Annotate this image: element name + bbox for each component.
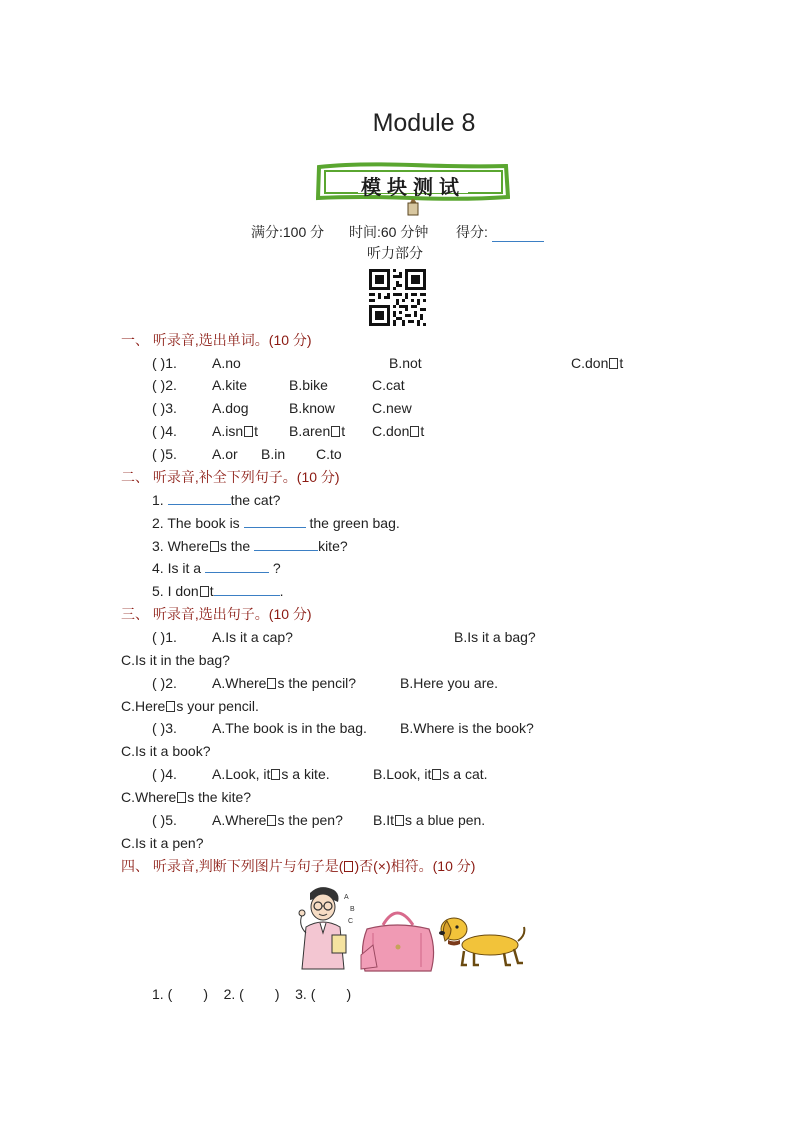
s2-q1-blank[interactable] <box>168 491 231 505</box>
s1-q4-option-b: B.aren t <box>289 423 346 439</box>
s3-q1-option-a: A.Is it a cap? <box>212 629 293 645</box>
s1-q1-number: ( )1. <box>152 355 177 371</box>
s3-q4-option-a: A.Look, it s a kite. <box>212 766 330 782</box>
s3-q5-option-a: A.Where s the pen? <box>212 812 343 828</box>
s1-q4-option-a: A.isn t <box>212 423 259 439</box>
s1-q4-option-c: C.don t <box>372 423 425 439</box>
s3-q3-option-b: B.Where is the book? <box>400 720 534 736</box>
section4-heading: 四、 听录音,判断下列图片与句子是( )否(×)相符。(10 分) <box>121 858 476 874</box>
s1-q5-option-a: A.or <box>212 446 238 462</box>
s2-q3-blank[interactable] <box>254 537 318 551</box>
s1-q5-option-c: C.to <box>316 446 342 462</box>
full-score: 满分:100 分 <box>251 224 325 240</box>
picture-letter-c: C <box>348 918 354 925</box>
s3-q5-number: ( )5. <box>152 812 177 828</box>
qr-code-icon <box>369 269 426 326</box>
badge-text: 模块测试 <box>361 175 465 199</box>
s2-q1: 1. the cat? <box>152 492 281 508</box>
time-limit: 时间:60 分钟 <box>349 224 429 240</box>
s1-q3-option-b: B.know <box>289 400 335 416</box>
dog-illustration <box>434 913 526 971</box>
s1-q2-number: ( )2. <box>152 377 177 393</box>
s1-q3-option-a: A.dog <box>212 400 249 416</box>
s1-q1-option-a: A.no <box>212 355 241 371</box>
s2-q2: 2. The book is the green bag. <box>152 515 400 531</box>
s3-q4-number: ( )4. <box>152 766 177 782</box>
s3-q4-option-b: B.Look, it s a cat. <box>373 766 488 782</box>
score-blank[interactable] <box>492 227 544 242</box>
s2-q3: 3. Where s the kite? <box>152 538 348 554</box>
s1-q1-option-b: B.not <box>389 355 422 371</box>
s1-q5-number: ( )5. <box>152 446 177 462</box>
s3-q2-number: ( )2. <box>152 675 177 691</box>
score-label: 得分: <box>456 224 488 240</box>
s1-q4-number: ( )4. <box>152 423 177 439</box>
s1-q2-option-c: C.cat <box>372 377 405 393</box>
s3-q2-option-b: B.Here you are. <box>400 675 499 691</box>
s3-q1-option-c: C.Is it in the bag? <box>121 652 230 668</box>
s3-q3-option-a: A.The book is in the bag. <box>212 720 367 736</box>
listening-part-label: 听力部分 <box>367 245 423 261</box>
s3-q2-option-c: C.Here s your pencil. <box>121 698 259 714</box>
picture-letter-a: A <box>344 894 349 901</box>
s1-q2-option-b: B.bike <box>289 377 328 393</box>
check-box-icon <box>344 861 353 872</box>
s2-q4: 4. Is it a ? <box>152 560 281 576</box>
s4-answer-brackets[interactable]: 1. ( ) 2. ( ) 3. ( ) <box>152 986 352 1002</box>
s1-q3-option-c: C.new <box>372 400 412 416</box>
section2-heading: 二、 听录音,补全下列句子。(10 分) <box>121 469 340 485</box>
s3-q3-option-c: C.Is it a book? <box>121 743 211 759</box>
s3-q2-option-a: A.Where s the pencil? <box>212 675 357 691</box>
pink-bag-illustration <box>357 903 437 973</box>
s2-q4-blank[interactable] <box>205 559 269 573</box>
teacher-illustration <box>296 883 362 973</box>
s2-q5: 5. I don t . <box>152 583 284 599</box>
page-title: Module 8 <box>372 109 476 137</box>
s1-q1-option-c: C.don t <box>571 355 624 371</box>
picture-letter-b: B <box>350 906 355 913</box>
s1-q3-number: ( )3. <box>152 400 177 416</box>
s1-q2-option-a: A.kite <box>212 377 248 393</box>
s3-q4-option-c: C.Where s the kite? <box>121 789 252 805</box>
module-test-badge <box>316 161 510 217</box>
section3-heading: 三、 听录音,选出句子。(10 分) <box>121 606 312 622</box>
s3-q1-option-b: B.Is it a bag? <box>454 629 536 645</box>
section1-heading: 一、 听录音,选出单词。(10 分) <box>121 332 312 348</box>
s1-q5-option-b: B.in <box>261 446 286 462</box>
s2-q2-blank[interactable] <box>244 514 306 528</box>
s3-q1-number: ( )1. <box>152 629 177 645</box>
s3-q5-option-c: C.Is it a pen? <box>121 835 204 851</box>
s3-q3-number: ( )3. <box>152 720 177 736</box>
s2-q5-blank[interactable] <box>214 582 280 596</box>
s3-q5-option-b: B.It s a blue pen. <box>373 812 486 828</box>
